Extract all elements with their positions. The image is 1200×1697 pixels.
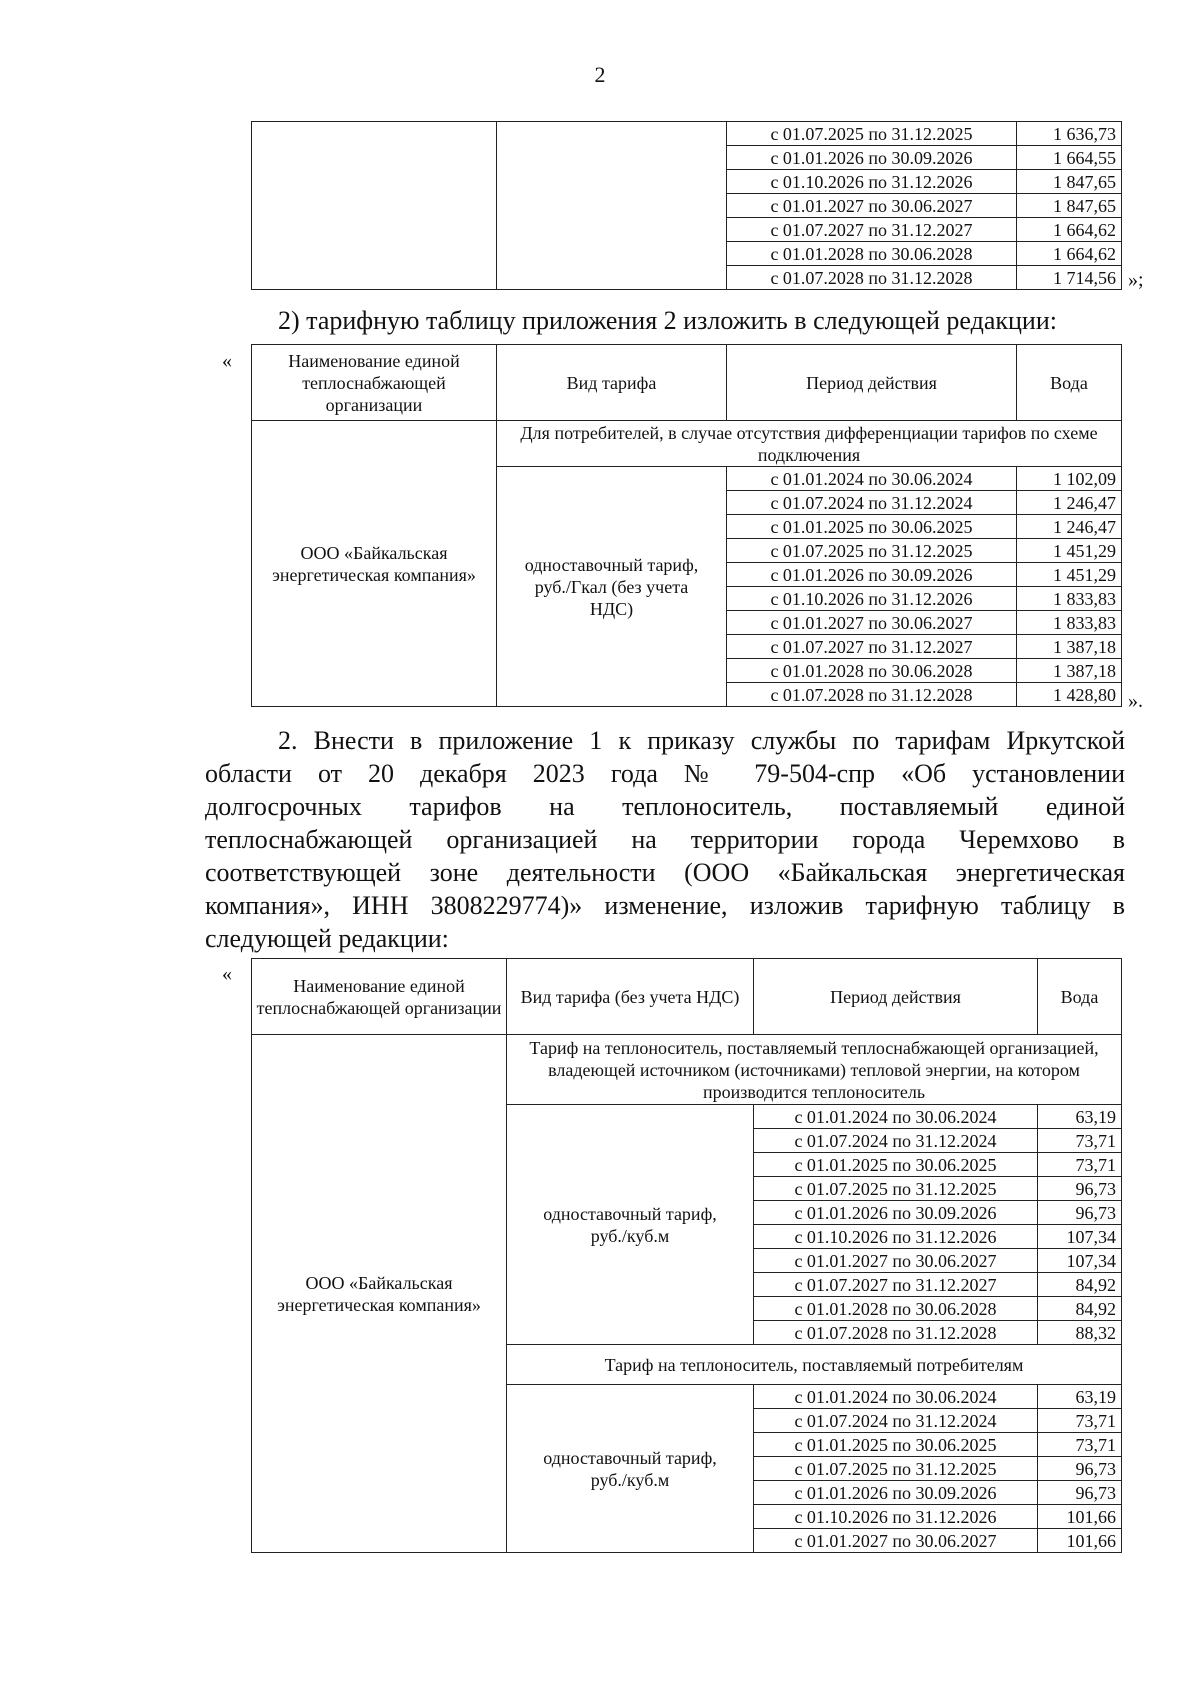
paragraph-item-2: 2) тарифную таблицу приложения 2 изложить в следующей редакции: [278, 306, 1057, 335]
value-cell: 1 664,62 [1017, 218, 1122, 242]
value-cell: 1 664,55 [1017, 146, 1122, 170]
value-cell: 73,71 [1038, 1129, 1122, 1153]
period-cell: с 01.07.2025 по 31.12.2025 [727, 539, 1017, 563]
paragraph-line: соответствующей зоне деятельности (ООО «Байкальская энергетическая [205, 858, 1125, 887]
period-cell: с 01.01.2026 по 30.09.2026 [754, 1201, 1038, 1225]
value-cell: 73,71 [1038, 1409, 1122, 1433]
closing-quote: ». [1128, 690, 1143, 712]
value-cell: 1 246,47 [1017, 515, 1122, 539]
section-header: Тариф на теплоноситель, поставляемый теплоснабжающей организацией, владеющей источником (источниками) тепловой энергии, на котором производится теплоноситель [507, 1035, 1122, 1105]
value-cell: 63,19 [1038, 1385, 1122, 1409]
period-cell: с 01.07.2028 по 31.12.2028 [727, 683, 1017, 707]
period-cell: с 01.10.2026 по 31.12.2026 [727, 170, 1017, 194]
header-water: Вода [1017, 345, 1122, 421]
tariff-table-continued [251, 121, 1122, 290]
tariff-type-cell: одноставочный тариф, руб./Гкал (без учета НДС) [497, 467, 727, 707]
value-cell: 1 246,47 [1017, 491, 1122, 515]
period-cell: с 01.07.2024 по 31.12.2024 [754, 1129, 1038, 1153]
period-cell: с 01.10.2026 по 31.12.2026 [727, 587, 1017, 611]
header-org: Наименование единой теплоснабжающей организации [252, 959, 507, 1035]
tariff-table-coolant [251, 958, 1122, 1553]
header-period: Период действия [727, 345, 1017, 421]
value-cell: 96,73 [1038, 1177, 1122, 1201]
period-cell: с 01.07.2025 по 31.12.2025 [727, 122, 1017, 146]
paragraph-line: области от 20 декабря 2023 года № 79-504-спр «Об установлении [205, 759, 1125, 788]
empty-cell [252, 122, 497, 290]
value-cell: 73,71 [1038, 1433, 1122, 1457]
tariff-table-appendix-2 [251, 344, 1122, 707]
paragraph-line: теплоснабжающей организацией на территории города Черемхово в [205, 825, 1125, 854]
value-cell: 96,73 [1038, 1481, 1122, 1505]
value-cell: 1 387,18 [1017, 635, 1122, 659]
period-cell: с 01.01.2028 по 30.06.2028 [727, 242, 1017, 266]
value-cell: 1 451,29 [1017, 539, 1122, 563]
period-cell: с 01.10.2026 по 31.12.2026 [754, 1225, 1038, 1249]
value-cell: 1 102,09 [1017, 467, 1122, 491]
value-cell: 1 847,65 [1017, 194, 1122, 218]
header-org: Наименование единой теплоснабжающей организации [252, 345, 497, 421]
value-cell: 107,34 [1038, 1249, 1122, 1273]
period-cell: с 01.07.2027 по 31.12.2027 [754, 1273, 1038, 1297]
tariff-type-cell: одноставочный тариф, руб./куб.м [507, 1105, 754, 1345]
value-cell: 101,66 [1038, 1505, 1122, 1529]
period-cell: с 01.01.2026 по 30.09.2026 [754, 1481, 1038, 1505]
org-name-cell: ООО «Байкальская энергетическая компания» [252, 1035, 507, 1553]
value-cell: 1 664,62 [1017, 242, 1122, 266]
period-cell: с 01.01.2025 по 30.06.2025 [754, 1153, 1038, 1177]
page-number: 2 [594, 62, 606, 87]
header-tariff: Вид тарифа (без учета НДС) [507, 959, 754, 1035]
paragraph-line: компания», ИНН 3808229774)» изменение, изложив тарифную таблицу в [205, 891, 1125, 920]
section-header: Тариф на теплоноситель, поставляемый потребителям [507, 1345, 1122, 1385]
period-cell: с 01.07.2024 по 31.12.2024 [727, 491, 1017, 515]
value-cell: 1 833,83 [1017, 587, 1122, 611]
paragraph-line: следующей редакции: [205, 924, 449, 953]
value-cell: 84,92 [1038, 1297, 1122, 1321]
section-header: Для потребителей, в случае отсутствия дифференциации тарифов по схеме подключения [497, 421, 1122, 467]
period-cell: с 01.07.2028 по 31.12.2028 [727, 266, 1017, 290]
period-cell: с 01.01.2027 по 30.06.2027 [754, 1529, 1038, 1553]
paragraph-line: долгосрочных тарифов на теплоноситель, поставляемый единой [205, 792, 1125, 821]
period-cell: с 01.01.2026 по 30.09.2026 [727, 146, 1017, 170]
period-cell: с 01.01.2024 по 30.06.2024 [754, 1105, 1038, 1129]
value-cell: 1 714,56 [1017, 266, 1122, 290]
org-name-cell: ООО «Байкальская энергетическая компания» [252, 421, 497, 707]
value-cell: 63,19 [1038, 1105, 1122, 1129]
paragraph-2 [205, 724, 1125, 955]
paragraph-line: 2. Внести в приложение 1 к приказу службы по тарифам Иркутской [278, 726, 1125, 755]
period-cell: с 01.10.2026 по 31.12.2026 [754, 1505, 1038, 1529]
value-cell: 1 451,29 [1017, 563, 1122, 587]
period-cell: с 01.07.2024 по 31.12.2024 [754, 1409, 1038, 1433]
empty-cell [497, 122, 727, 290]
value-cell: 1 636,73 [1017, 122, 1122, 146]
table-row [252, 122, 1122, 146]
value-cell: 1 387,18 [1017, 659, 1122, 683]
period-cell: с 01.07.2028 по 31.12.2028 [754, 1321, 1038, 1345]
period-cell: с 01.01.2028 по 30.06.2028 [754, 1297, 1038, 1321]
value-cell: 96,73 [1038, 1457, 1122, 1481]
value-cell: 1 847,65 [1017, 170, 1122, 194]
header-water: Вода [1038, 959, 1122, 1035]
value-cell: 107,34 [1038, 1225, 1122, 1249]
period-cell: с 01.01.2027 по 30.06.2027 [727, 194, 1017, 218]
period-cell: с 01.07.2027 по 31.12.2027 [727, 218, 1017, 242]
header-tariff: Вид тарифа [497, 345, 727, 421]
value-cell: 96,73 [1038, 1201, 1122, 1225]
period-cell: с 01.01.2025 по 30.06.2025 [727, 515, 1017, 539]
header-period: Период действия [754, 959, 1038, 1035]
value-cell: 84,92 [1038, 1273, 1122, 1297]
period-cell: с 01.07.2027 по 31.12.2027 [727, 635, 1017, 659]
value-cell: 1 428,80 [1017, 683, 1122, 707]
period-cell: с 01.01.2024 по 30.06.2024 [754, 1385, 1038, 1409]
period-cell: с 01.01.2027 по 30.06.2027 [727, 611, 1017, 635]
period-cell: с 01.07.2025 по 31.12.2025 [754, 1457, 1038, 1481]
period-cell: с 01.01.2024 по 30.06.2024 [727, 467, 1017, 491]
value-cell: 101,66 [1038, 1529, 1122, 1553]
opening-quote: « [222, 963, 232, 985]
opening-quote: « [222, 350, 232, 372]
period-cell: с 01.07.2025 по 31.12.2025 [754, 1177, 1038, 1201]
value-cell: 1 833,83 [1017, 611, 1122, 635]
closing-quote: »; [1128, 269, 1144, 291]
tariff-type-cell: одноставочный тариф, руб./куб.м [507, 1385, 754, 1553]
period-cell: с 01.01.2028 по 30.06.2028 [727, 659, 1017, 683]
period-cell: с 01.01.2026 по 30.09.2026 [727, 563, 1017, 587]
period-cell: с 01.01.2025 по 30.06.2025 [754, 1433, 1038, 1457]
value-cell: 88,32 [1038, 1321, 1122, 1345]
period-cell: с 01.01.2027 по 30.06.2027 [754, 1249, 1038, 1273]
value-cell: 73,71 [1038, 1153, 1122, 1177]
